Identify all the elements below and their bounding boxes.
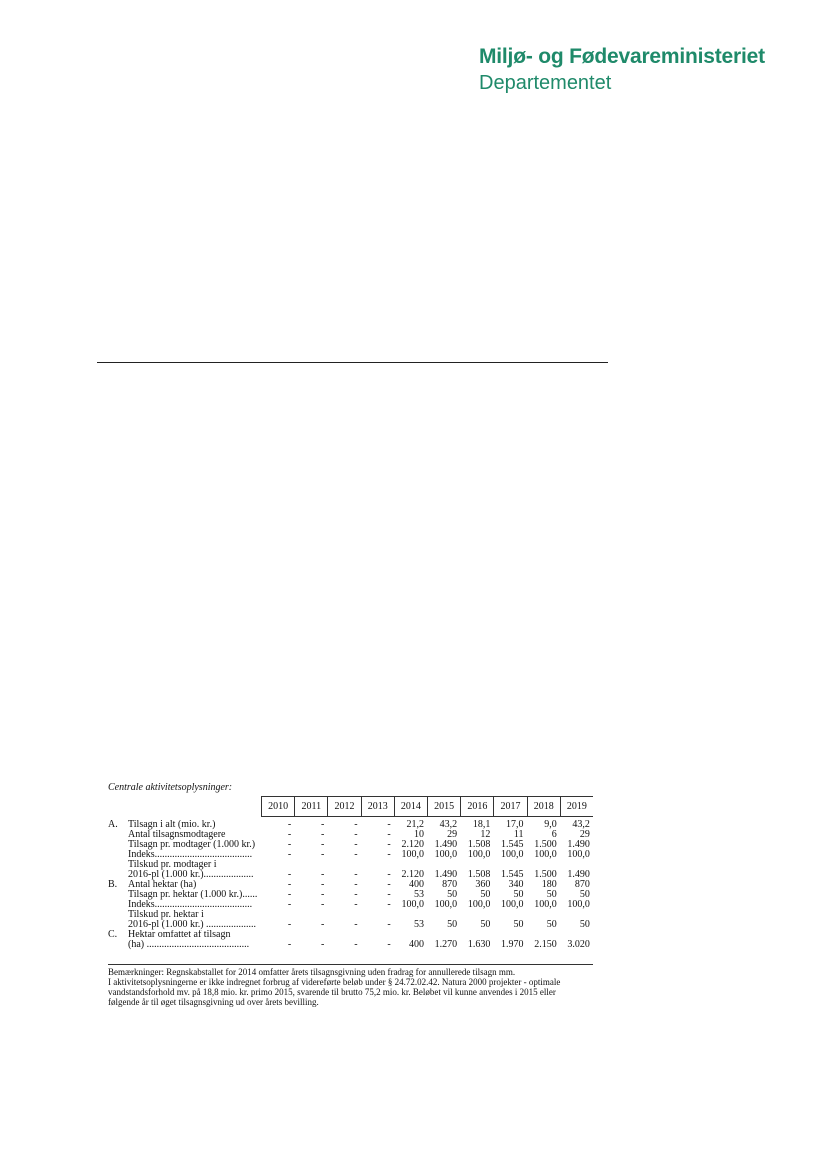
row-label: Tilsagn i alt (mio. kr.) — [128, 820, 216, 830]
year-header-cell: 2019 — [560, 797, 593, 816]
table-cell: 1.630 — [467, 939, 491, 950]
department-name: Departementet — [479, 72, 612, 94]
row-code: A. — [108, 819, 118, 830]
row-label: 2016-pl (1.000 kr.).................... — [128, 870, 254, 880]
table-cell: 18,1 — [472, 819, 491, 830]
table-cell: 50 — [546, 889, 557, 900]
table-cell: 2.150 — [534, 939, 557, 950]
table-cell: 50 — [447, 919, 458, 930]
row-label: Tilsagn pr. hektar (1.000 kr.)...... — [128, 890, 258, 900]
table-cell: 3.020 — [567, 939, 590, 950]
table-cell: 50 — [480, 919, 491, 930]
table-cell: - — [321, 829, 325, 840]
table-cell: 100,0 — [401, 849, 424, 860]
table-cell: 100,0 — [534, 899, 557, 910]
table-cell: - — [321, 899, 325, 910]
table-cell: 1.545 — [501, 839, 524, 850]
year-header-cell: 2013 — [361, 797, 394, 816]
table-cell: 100,0 — [567, 899, 590, 910]
row-label: Tilskud pr. modtager i — [128, 860, 217, 870]
row-label: Antal tilsagnsmodtagere — [128, 830, 226, 840]
table-cell: - — [321, 879, 325, 890]
table-cell: 100,0 — [467, 899, 491, 910]
table-cell: - — [321, 919, 325, 930]
table-cell: 1.500 — [534, 839, 557, 850]
year-header-cell: 2012 — [327, 797, 360, 816]
table-cell: 50 — [480, 889, 491, 900]
row-code — [108, 830, 128, 840]
table-cell: - — [321, 889, 325, 900]
table-body — [108, 820, 593, 950]
table-cell: - — [354, 839, 358, 850]
table-notes — [108, 964, 593, 1007]
row-label: (ha) ......................................... — [128, 940, 250, 950]
table-cell: - — [287, 829, 292, 840]
table-cell: - — [354, 939, 358, 950]
table-cell: 870 — [574, 879, 590, 890]
table-cell: - — [387, 869, 391, 880]
row-label: Tilsagn pr. modtager (1.000 kr.) — [128, 840, 256, 850]
table-cell: - — [354, 899, 358, 910]
table-cell: 360 — [475, 879, 491, 890]
row-label: Indeks....................................... — [128, 900, 253, 910]
table-cell: 870 — [442, 879, 458, 890]
table-cell: - — [387, 879, 391, 890]
table-cell: 53 — [413, 919, 424, 930]
year-header-cell: 2016 — [460, 797, 493, 816]
table-row — [108, 900, 593, 910]
row-code — [108, 940, 128, 950]
table-cell: 340 — [508, 879, 524, 890]
table-cell: - — [287, 889, 292, 900]
table-cell: - — [387, 899, 391, 910]
year-header-cell: 2011 — [294, 797, 327, 816]
table-cell: 100,0 — [534, 849, 557, 860]
table-cell: 1.508 — [467, 839, 491, 850]
table-cell: - — [287, 869, 292, 880]
row-label: Tilskud pr. hektar i — [128, 910, 204, 920]
year-header-cell: 2014 — [394, 797, 427, 816]
table-cell: - — [387, 919, 391, 930]
note-line: I aktivitetsoplysningerne er ikke indregnet forbrug af videreførte beløb under § 24.72.02.42. Natura 2000 projekter - optimale — [108, 977, 561, 987]
row-code — [108, 840, 128, 850]
table-cell: 180 — [541, 879, 557, 890]
table-cell: 1.490 — [434, 839, 458, 850]
table-cell: 21,2 — [406, 819, 424, 830]
table-cell: 50 — [579, 889, 590, 900]
table-row — [108, 920, 593, 930]
table-cell: 100,0 — [401, 899, 424, 910]
row-code — [108, 890, 128, 900]
table-cell: 43,2 — [439, 819, 458, 830]
table-cell: 400 — [408, 879, 424, 890]
table-cell: 9,0 — [544, 819, 557, 830]
table-cell: 100,0 — [501, 899, 524, 910]
table-cell: 100,0 — [434, 899, 458, 910]
table-row — [108, 940, 593, 950]
table-cell: 100,0 — [434, 849, 458, 860]
horizontal-rule — [97, 362, 608, 363]
table-cell: 1.490 — [567, 839, 590, 850]
table-cell: 100,0 — [467, 849, 491, 860]
table-cell: - — [287, 939, 292, 950]
table-cell: - — [287, 899, 292, 910]
table-cell: - — [321, 849, 325, 860]
table-cell: - — [321, 819, 325, 830]
table-cell: 1.545 — [501, 869, 524, 880]
table-row — [108, 850, 593, 860]
table-cell: 43,2 — [572, 819, 590, 830]
table-cell: 1.490 — [567, 869, 590, 880]
table-cell: 6 — [551, 829, 557, 840]
table-cell: - — [354, 879, 358, 890]
table-cell: 17,0 — [506, 819, 524, 830]
table-cell: - — [354, 819, 358, 830]
table-cell: 1.490 — [434, 869, 458, 880]
table-cell: - — [387, 939, 391, 950]
table-cell: 1.508 — [467, 869, 491, 880]
table-cell: 11 — [513, 829, 524, 840]
row-code — [108, 900, 128, 910]
table-cell: - — [354, 889, 358, 900]
table-cell: 1.970 — [501, 939, 524, 950]
table-title: Centrale aktivitetsoplysninger: — [108, 782, 233, 793]
table-cell: - — [387, 849, 391, 860]
row-code: B. — [108, 879, 118, 890]
row-label: 2016-pl (1.000 kr.) .................... — [128, 920, 257, 930]
table-cell: - — [387, 829, 391, 840]
table-cell: 100,0 — [567, 849, 590, 860]
table-cell: - — [321, 869, 325, 880]
table-cell: 50 — [447, 889, 458, 900]
table-cell: 1.270 — [434, 939, 458, 950]
table-cell: - — [287, 849, 292, 860]
note-line: vandstandsforhold mv. på 18,8 mio. kr. primo 2015, svarende til brutto 75,2 mio. kr. Beløbet vil kunne anvendes i 2015 eller — [108, 987, 556, 997]
row-label: Hektar omfattet af tilsagn — [128, 930, 231, 940]
note-line: følgende år til øget tilsagnsgivning ud over årets bevilling. — [108, 997, 319, 1007]
table-cell: 29 — [579, 829, 590, 840]
table-cell: - — [354, 869, 358, 880]
activity-table — [108, 796, 593, 950]
table-cell: - — [321, 939, 325, 950]
year-header-cell: 2017 — [493, 797, 526, 816]
table-cell: - — [287, 839, 292, 850]
table-cell: - — [354, 849, 358, 860]
table-cell: - — [287, 879, 292, 890]
table-cell: - — [354, 829, 358, 840]
table-cell: 2.120 — [401, 869, 424, 880]
table-cell: 12 — [480, 829, 491, 840]
table-cell: 50 — [546, 919, 557, 930]
year-header-row — [261, 796, 593, 817]
note-line: Bemærkninger: Regnskabstallet for 2014 omfatter årets tilsagnsgivning uden fradrag for annullerede tilsagn mm. — [108, 967, 516, 977]
year-header-cell: 2010 — [261, 797, 294, 816]
table-cell: - — [287, 919, 292, 930]
row-code: C. — [108, 929, 118, 940]
table-cell: 400 — [408, 939, 424, 950]
table-cell: 50 — [513, 889, 524, 900]
table-cell: - — [321, 839, 325, 850]
ministry-logo — [479, 44, 765, 96]
row-code — [108, 910, 128, 920]
table-cell: - — [354, 919, 358, 930]
table-cell: 53 — [413, 889, 424, 900]
table-cell: 50 — [579, 919, 590, 930]
table-cell: 29 — [447, 829, 458, 840]
table-cell: 2.120 — [401, 839, 424, 850]
table-cell: 10 — [413, 829, 424, 840]
row-label: Antal hektar (ha) — [128, 880, 197, 890]
table-cell: 50 — [513, 919, 524, 930]
ministry-name: Miljø- og Fødevareministeriet — [479, 45, 765, 68]
table-cell: - — [387, 839, 391, 850]
row-code — [108, 850, 128, 860]
table-cell: - — [387, 889, 391, 900]
year-header-cell: 2015 — [427, 797, 460, 816]
table-cell: - — [387, 819, 391, 830]
row-code — [108, 860, 128, 870]
table-cell: 1.500 — [534, 869, 557, 880]
row-label: Indeks....................................... — [128, 850, 253, 860]
year-header-cell: 2018 — [527, 797, 560, 816]
table-cell: - — [287, 819, 292, 830]
table-cell: 100,0 — [501, 849, 524, 860]
